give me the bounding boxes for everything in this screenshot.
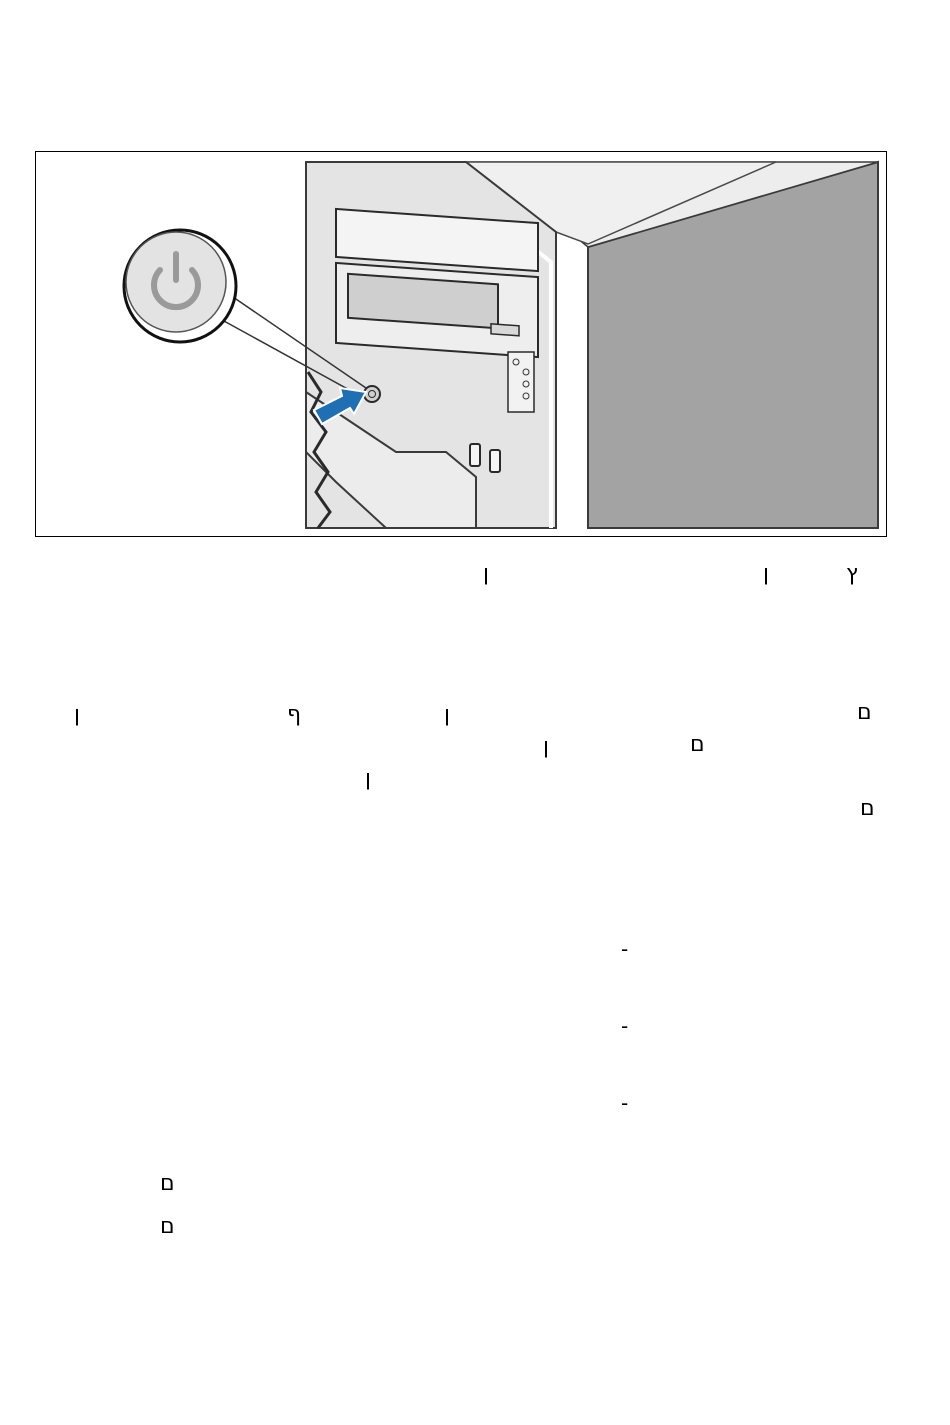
tower-power-button bbox=[364, 386, 380, 402]
list-item-2-marker: - bbox=[621, 1014, 629, 1038]
caption-glyph-3: ץ bbox=[846, 561, 858, 586]
status-panel bbox=[508, 352, 534, 412]
paragraph-1-line-3-glyph-1: ן bbox=[365, 766, 371, 791]
caption-glyph-1: ן bbox=[483, 561, 489, 586]
usb-port-2 bbox=[490, 450, 500, 472]
drive-eject-button bbox=[491, 324, 519, 336]
paragraph-1-line-4-glyph-1: ם bbox=[860, 796, 875, 821]
paragraph-1-line-2-glyph-2: ם bbox=[690, 732, 705, 757]
paragraph-1-line-2-glyph-1: ן bbox=[543, 734, 549, 759]
server-tower-illustration bbox=[36, 152, 887, 537]
paragraph-1-line-1-glyph-2: ף bbox=[287, 702, 302, 727]
paragraph-1-line-1-glyph-4: ם bbox=[857, 700, 872, 725]
usb-port-1 bbox=[470, 444, 480, 466]
figure-frame bbox=[35, 151, 887, 537]
footer-glyph-1: ם bbox=[160, 1171, 175, 1196]
drive-slot bbox=[348, 274, 498, 328]
paragraph-1-line-1-glyph-3: ן bbox=[444, 702, 450, 727]
caption-glyph-2: ן bbox=[763, 561, 769, 586]
list-item-1-marker: - bbox=[621, 937, 629, 961]
list-item-3-marker: - bbox=[621, 1091, 629, 1115]
paragraph-1-line-1-glyph-1: ן bbox=[74, 702, 80, 727]
footer-glyph-2: ם bbox=[160, 1214, 175, 1239]
